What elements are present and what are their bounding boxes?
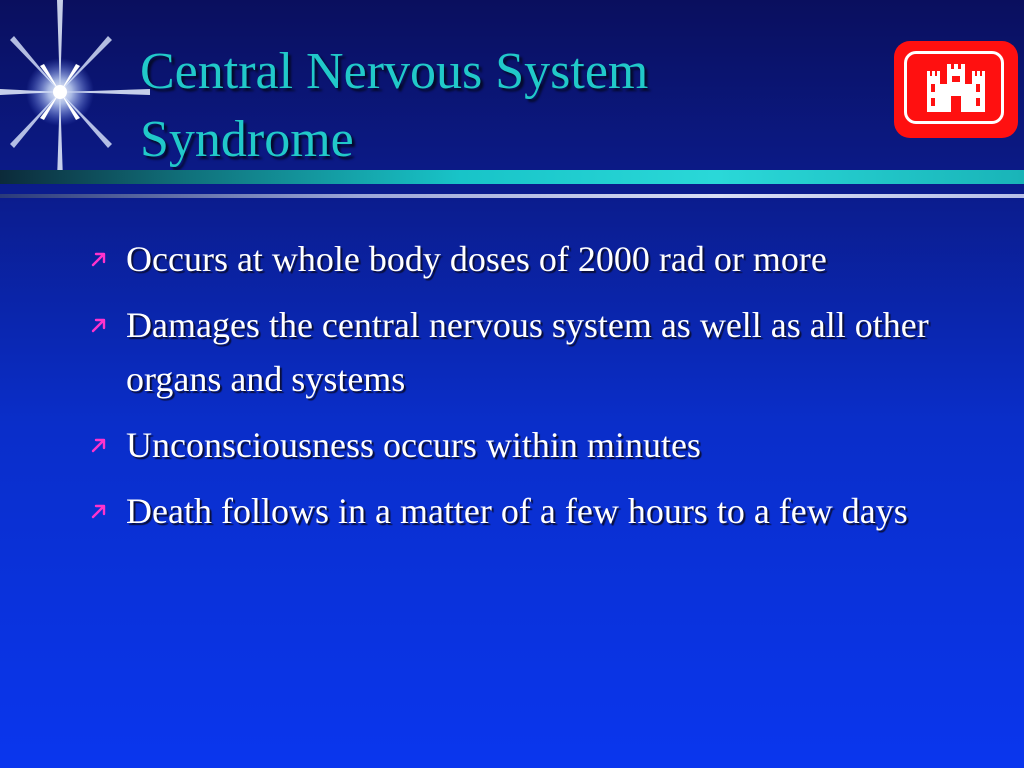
star-burst-icon [0, 0, 160, 180]
title-divider-band [0, 170, 1024, 184]
arrow-up-right-icon [88, 434, 110, 456]
list-item [86, 232, 946, 286]
slide-title: Central Nervous System Syndrome [140, 43, 649, 168]
castle-icon [894, 41, 1018, 138]
bullet-text: Death follows in a matter of a few hours to a few days [126, 491, 908, 531]
castle-glyph [913, 54, 999, 124]
bullet-text: Unconsciousness occurs within minutes [126, 425, 701, 465]
list-item [86, 418, 946, 472]
bullet-list [86, 232, 946, 550]
arrow-up-right-icon [88, 314, 110, 336]
title-divider-line [0, 194, 1024, 198]
list-item [86, 484, 946, 538]
arrow-up-right-icon [88, 248, 110, 270]
bullet-text: Occurs at whole body doses of 2000 rad or more [126, 239, 827, 279]
list-item [86, 298, 946, 406]
arrow-up-right-icon [88, 500, 110, 522]
bullet-text: Damages the central nervous system as well as all other organs and systems [126, 305, 929, 399]
